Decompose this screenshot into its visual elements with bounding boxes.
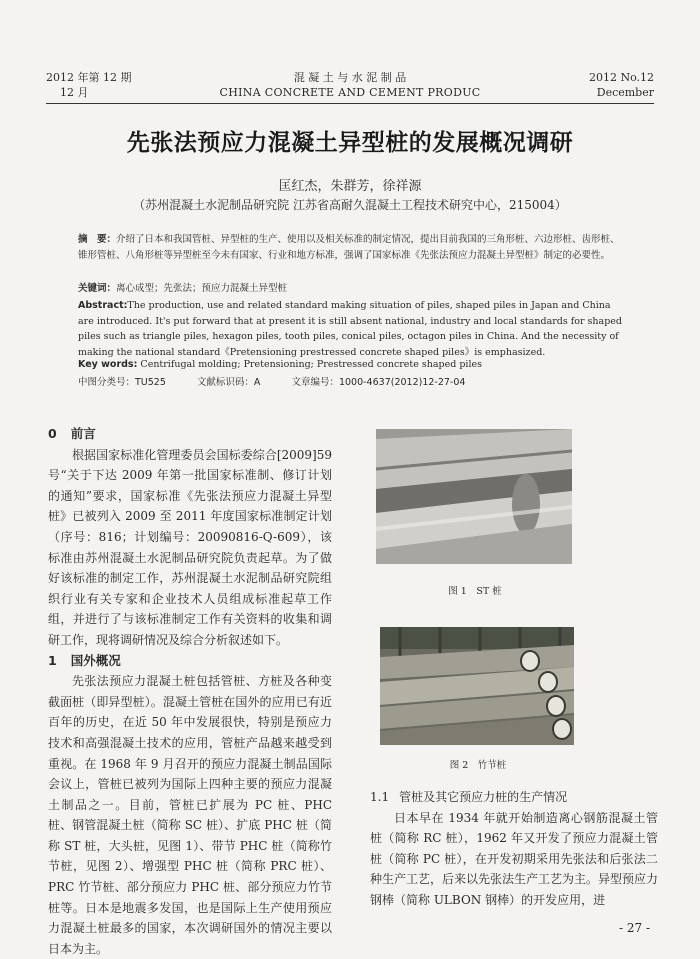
section-heading-1: [48, 651, 332, 672]
subsection-heading-1-1: [370, 787, 658, 808]
month-label: 12 月: [60, 86, 89, 99]
journal-name-cn: 混 凝 土 与 水 泥 制 品: [293, 71, 407, 84]
abstract-cn: [78, 232, 626, 264]
figure-1-photo: [376, 429, 572, 564]
abstract-en: [78, 298, 626, 360]
document-code: 文献标识码：A: [196, 377, 261, 388]
clc-number: 中图分类号：TU525: [78, 377, 166, 388]
classification-line: [78, 375, 626, 391]
figure-2-photo: [380, 627, 574, 745]
st-pile-image: [376, 429, 572, 564]
article-number: 文章编号：1000-4637(2012)12-27-04: [291, 377, 466, 388]
figure-2-caption: 图 2 竹节桩: [449, 760, 507, 771]
section-number: 0: [48, 426, 57, 441]
left-column: [48, 424, 332, 959]
issue-number-en: 2012 No.12: [588, 71, 654, 84]
keywords-cn: [78, 281, 626, 297]
abstract-en-label: Abstract:: [78, 300, 128, 311]
figure-1-caption: 图 1 ST 桩: [448, 586, 502, 597]
header-rule: [46, 103, 654, 104]
subsection-number: 1.1: [370, 790, 390, 804]
section-heading-0: [48, 424, 332, 445]
bamboo-pile-image: [380, 627, 574, 745]
keywords-en-label: Key words:: [78, 359, 138, 370]
subsection-1-1-paragraph: 日本早在 1934 年就开始制造离心钢筋混凝土管桩（简称 RC 桩），1962 年又开发了预应力混凝土管桩（简称 PC 桩），在开发初期采用先张法和后张法二种生产工艺，后来以先张法生产工艺为主。异型预应力钢棒（简称 ULBON 钢棒）的开发应用，进: [370, 810, 659, 907]
section-1-paragraph: 先张法预应力混凝土桩包括管桩、方桩及各种变截面桩（即异型桩）。混凝土管桩在国外的应用已有近百年的历史，在近 50 年中发展很快，特别是预应力技术和高强混凝土技术的应用，管桩产品越来越受到重视。在 1968 年 9 月召开的预应力混凝土制品国际会议上，管桩已被列为国际上四种主要的预应力混凝土制品之一。目前，管桩已扩展为 PC 桩、PHC 桩、钢管混凝土桩（简称 SC 桩）、扩底 PHC 桩（简称 ST 桩，大头桩，见图 1）、带节 PHC 桩（简称竹节桩，见图 2）、增强型 PHC 桩（简称 PRC 桩）、PRC 竹节桩、部分预应力 PHC 桩、部分预应力竹节桩等。日本是地震多发国，也是国际上生产使用预应力混凝土桩最多的国家，本次调研国外的情况主要以日本为主。: [48, 674, 332, 956]
keywords-en: [78, 357, 626, 373]
abstract-cn-label: 摘 要：: [78, 234, 117, 245]
section-title: 国外概况: [70, 652, 121, 668]
keywords-cn-label: 关键词：: [78, 283, 117, 294]
affiliation: （苏州混凝土水泥制品研究院 江苏省高耐久混凝土工程技术研究中心，215004）: [133, 198, 567, 212]
issue-label: 2012 年第 12 期: [46, 71, 132, 84]
journal-name-en: CHINA CONCRETE AND CEMENT PRODUC: [219, 86, 481, 99]
article-title: 先张法预应力混凝土异型桩的发展概况调研: [126, 130, 574, 156]
abstract-en-text: The production, use and related standard making situation of piles, shaped piles in Japan and China are introduced. It's put forward that at present it is still absent national, industry and local standards for shaped piles such as triangle piles, hexagon piles, tooth piles, conical piles, octagon piles in China. And the necessity of making the national standard《Pretensioning prestressed concrete shaped piles》is emphasized.: [78, 300, 623, 358]
abstract-cn-text: 介绍了日本和我国管桩、异型桩的生产、使用以及相关标准的制定情况，提出目前我国的三角形桩、六边形桩、齿形桩、锥形管桩、八角形桩等异型桩至今未有国家、行业和地方标准，强调了国家标准《先张法预应力混凝土异型桩》制定的必要性。: [78, 234, 620, 261]
section-title: 前言: [70, 426, 96, 441]
month-en: December: [596, 86, 654, 99]
section-0-paragraph: 根据国家标准化管理委员会国标委综合[2009]59 号“关于下达 2009 年第一批国家标准制、修订计划的通知”要求，国家标准《先张法预应力混凝土异型桩》已被列入 2009 至 2011 年度国家标准制定计划（序号：816；计划编号：20090816-Q-609），该标准由苏州混凝土水泥制品研究院负责起草。为了做好该标准的制定工作，苏州混凝土水泥制品研究院组织行业有关专家和企业技术人员组成标准起草工作组，并进行了与该标准制定工作有关资料的收集和调研工作，现将调研情况及综合分析叙述如下。: [48, 447, 332, 647]
section-number: 1: [48, 652, 57, 668]
right-column-text: [370, 787, 658, 911]
authors: 匡红杰，朱群芳，徐祥源: [278, 179, 422, 194]
page-number: - 27 -: [618, 921, 650, 935]
subsection-title: 管桩及其它预应力桩的生产情况: [399, 790, 568, 804]
keywords-en-text: Centrifugal molding; Pretensioning; Prestressed concrete shaped piles: [140, 359, 482, 370]
keywords-cn-text: 离心成型；先张法；预应力混凝土异型桩: [116, 283, 288, 294]
